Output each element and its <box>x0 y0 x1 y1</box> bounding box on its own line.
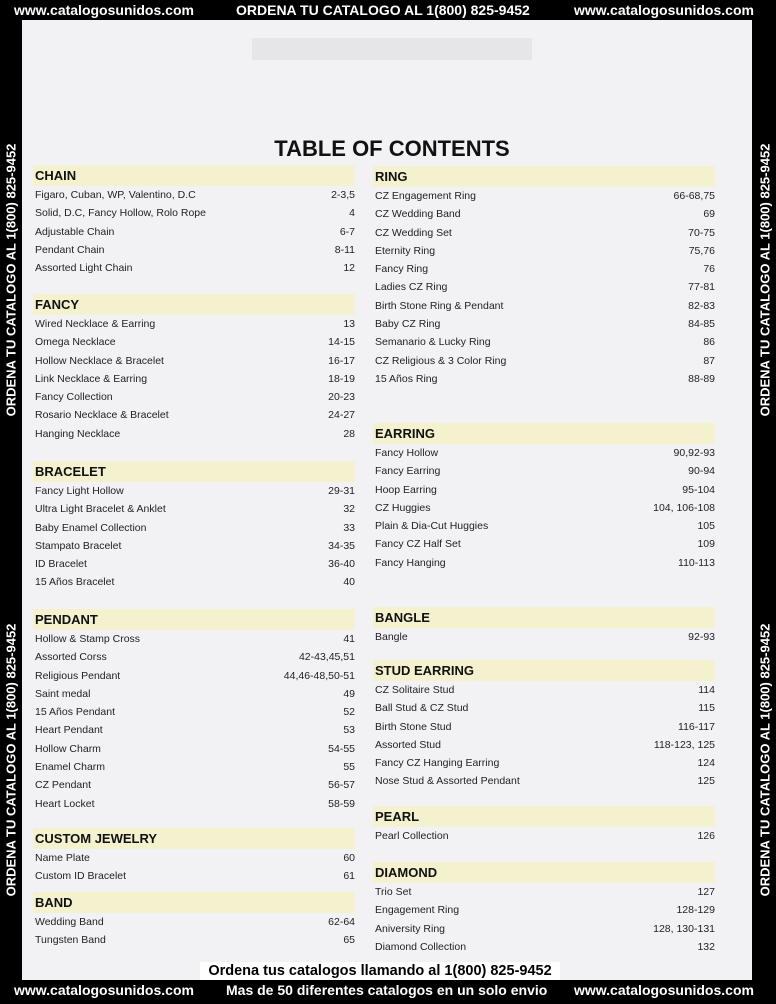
section-heading: FANCY <box>33 294 355 315</box>
entry-name: Assorted Light Chain <box>35 262 133 275</box>
bleed-through-shadow <box>252 38 532 60</box>
toc-entry[interactable] <box>35 931 355 949</box>
toc-entry[interactable] <box>375 718 715 736</box>
side-banner-text: ORDENA TU CATALOGO AL 1(800) 825-9452 <box>757 143 773 417</box>
entry-name: Fancy CZ Half Set <box>375 538 461 551</box>
toc-entry[interactable] <box>35 388 355 406</box>
entry-name: Fancy Earring <box>375 465 441 478</box>
toc-entry[interactable] <box>375 699 715 717</box>
entry-pages: 128-129 <box>676 904 715 917</box>
entry-name: Pendant Chain <box>35 243 105 256</box>
entry-name: Baby Enamel Collection <box>35 521 147 534</box>
entry-pages: 36-40 <box>328 558 355 571</box>
entry-name: Fancy CZ Hanging Earring <box>375 757 500 770</box>
entry-name: CZ Religious & 3 Color Ring <box>375 354 507 367</box>
section-heading: CHAIN <box>33 165 355 186</box>
entry-pages: 86 <box>703 336 715 349</box>
entry-name: Stampato Bracelet <box>35 539 122 552</box>
toc-entry[interactable] <box>35 555 355 573</box>
toc-entry[interactable] <box>375 827 715 845</box>
toc-entry[interactable] <box>35 500 355 518</box>
entry-name: Diamond Collection <box>375 940 467 953</box>
entry-pages: 28 <box>343 427 355 440</box>
entry-pages: 115 <box>698 702 715 715</box>
entry-pages: 118-123, 125 <box>653 738 715 751</box>
entry-name: Aniversity Ring <box>375 922 446 935</box>
website-link[interactable]: www.catalogosunidos.com <box>14 982 194 998</box>
entry-name: Fancy Collection <box>35 391 113 404</box>
entry-name: Assorted Corss <box>35 651 107 664</box>
entry-name: Solid, D.C, Fancy Hollow, Rolo Rope <box>35 207 206 220</box>
toc-entry[interactable] <box>375 242 715 260</box>
entry-name: Assorted Stud <box>375 738 441 751</box>
toc-section-ring <box>375 166 715 388</box>
toc-entry[interactable] <box>375 297 715 315</box>
section-heading: EARRING <box>373 423 715 444</box>
entry-pages: 105 <box>697 520 715 533</box>
entry-pages: 82-83 <box>688 299 715 312</box>
entry-name: 15 Años Pendant <box>35 706 115 719</box>
entry-pages: 42-43,45,51 <box>298 651 355 664</box>
entry-pages: 58-59 <box>328 797 355 810</box>
website-link[interactable]: www.catalogosunidos.com <box>574 982 754 998</box>
page-title: TABLE OF CONTENTS <box>274 136 510 161</box>
entry-name: CZ Pendant <box>35 779 92 792</box>
entry-pages: 24-27 <box>328 409 355 422</box>
entry-name: Figaro, Cuban, WP, Valentino, D.C <box>35 189 196 201</box>
toc-entry[interactable] <box>375 315 715 333</box>
toc-entry[interactable] <box>35 867 355 885</box>
entry-name: CZ Solitaire Stud <box>375 684 455 696</box>
entry-pages: 32 <box>343 503 355 516</box>
toc-entry[interactable] <box>35 537 355 555</box>
toc-entry[interactable] <box>375 370 715 388</box>
entry-name: Ball Stud & CZ Stud <box>375 702 469 715</box>
toc-entry[interactable] <box>35 482 355 500</box>
section-heading: PENDANT <box>33 609 355 630</box>
toc-section-earring <box>375 423 715 572</box>
section-heading: RING <box>373 166 715 187</box>
entry-pages: 69 <box>703 208 715 221</box>
toc-entry[interactable] <box>35 758 355 776</box>
entry-name: Fancy Ring <box>375 263 429 276</box>
entry-pages: 65 <box>343 934 355 947</box>
entry-name: Hollow Charm <box>35 742 101 755</box>
toc-entry[interactable] <box>375 187 715 205</box>
entry-pages: 88-89 <box>688 372 715 385</box>
entry-name: Hoop Earring <box>375 483 437 496</box>
entry-pages: 132 <box>697 940 715 953</box>
toc-entry[interactable] <box>375 681 715 699</box>
entry-name: Rosario Necklace & Bracelet <box>35 409 169 422</box>
entry-name: Saint medal <box>35 687 91 700</box>
toc-entry[interactable] <box>35 333 355 351</box>
entry-pages: 90-94 <box>688 465 715 478</box>
toc-entry[interactable] <box>35 913 355 931</box>
entry-pages: 8-11 <box>334 243 355 256</box>
toc-entry[interactable] <box>35 667 355 685</box>
entry-name: Semanario & Lucky Ring <box>375 336 491 349</box>
toc-section-pearl <box>375 806 715 845</box>
toc-entry[interactable] <box>375 920 715 938</box>
entry-pages: 70-75 <box>688 226 715 239</box>
entry-pages: 2-3,5 <box>331 189 355 201</box>
toc-entry[interactable] <box>35 186 355 204</box>
toc-entry[interactable] <box>375 352 715 370</box>
entry-pages: 109 <box>697 538 715 551</box>
entry-name: Fancy Hollow <box>375 447 439 459</box>
toc-entry[interactable] <box>35 259 355 277</box>
entry-pages: 127 <box>697 886 715 898</box>
entry-pages: 66-68,75 <box>673 190 715 202</box>
toc-entry[interactable] <box>375 883 715 901</box>
section-heading: PEARL <box>373 806 715 827</box>
entry-pages: 104, 106-108 <box>653 501 715 514</box>
entry-name: Link Necklace & Earring <box>35 372 148 385</box>
toc-entry[interactable] <box>35 630 355 648</box>
toc-entry[interactable] <box>35 703 355 721</box>
entry-pages: 49 <box>343 687 355 700</box>
entry-name: Adjustable Chain <box>35 225 115 238</box>
entry-pages: 53 <box>343 724 355 737</box>
entry-name: Omega Necklace <box>35 336 116 349</box>
toc-section-fancy <box>35 294 355 443</box>
entry-pages: 55 <box>343 761 355 774</box>
order-promo: Ordena tus catalogos llamando al 1(800) 825-9452 <box>200 962 560 980</box>
entry-pages: 6-7 <box>339 225 355 238</box>
entry-name: Fancy Light Hollow <box>35 485 124 497</box>
entry-pages: 77-81 <box>688 281 715 294</box>
toc-section-band <box>35 892 355 950</box>
toc-entry[interactable] <box>375 278 715 296</box>
toc-entry[interactable] <box>375 333 715 351</box>
right-side-banner <box>754 20 776 980</box>
entry-name: Name Plate <box>35 852 90 864</box>
entry-name: CZ Huggies <box>375 501 431 514</box>
toc-entry[interactable] <box>35 223 355 241</box>
section-heading: CUSTOM JEWELRY <box>33 828 355 849</box>
entry-pages: 114 <box>698 684 715 696</box>
entry-pages: 12 <box>343 262 355 275</box>
toc-entry[interactable] <box>35 370 355 388</box>
toc-entry[interactable] <box>35 648 355 666</box>
toc-section-custom-jewelry <box>35 828 355 886</box>
entry-pages: 92-93 <box>688 631 715 643</box>
entry-name: Ladies CZ Ring <box>375 281 448 294</box>
section-heading: BRACELET <box>33 461 355 482</box>
toc-entry[interactable] <box>35 573 355 591</box>
entry-name: CZ Wedding Set <box>375 226 452 239</box>
entry-pages: 126 <box>697 830 715 842</box>
side-banner-text: ORDENA TU CATALOGO AL 1(800) 825-9452 <box>3 623 19 897</box>
toc-entry[interactable] <box>35 721 355 739</box>
side-banner-text: ORDENA TU CATALOGO AL 1(800) 825-9452 <box>757 623 773 897</box>
entry-name: Tungsten Band <box>35 934 106 947</box>
entry-pages: 61 <box>343 870 355 883</box>
entry-pages: 4 <box>349 207 355 220</box>
top-banner <box>0 0 776 20</box>
entry-pages: 44,46-48,50-51 <box>283 669 355 682</box>
section-heading: BANGLE <box>373 607 715 628</box>
toc-section-bracelet <box>35 461 355 592</box>
section-heading: DIAMOND <box>373 862 715 883</box>
entry-name: Wedding Band <box>35 916 104 928</box>
entry-pages: 16-17 <box>328 354 355 367</box>
toc-entry[interactable] <box>35 352 355 370</box>
toc-section-diamond <box>375 862 715 956</box>
entry-pages: 125 <box>697 775 715 788</box>
section-heading: STUD EARRING <box>373 660 715 681</box>
toc-entry[interactable] <box>375 554 715 572</box>
entry-pages: 128, 130-131 <box>653 922 715 935</box>
section-heading: BAND <box>33 892 355 913</box>
website-link[interactable]: www.catalogosunidos.com <box>14 2 194 18</box>
toc-entry[interactable] <box>375 754 715 772</box>
entry-pages: 84-85 <box>688 318 715 331</box>
toc-entry[interactable] <box>35 849 355 867</box>
entry-name: Birth Stone Ring & Pendant <box>375 299 504 312</box>
entry-name: Baby CZ Ring <box>375 318 441 331</box>
toc-entry[interactable] <box>35 740 355 758</box>
toc-entry[interactable] <box>35 315 355 333</box>
entry-name: Hollow & Stamp Cross <box>35 633 141 645</box>
entry-name: 15 Años Ring <box>375 372 438 385</box>
toc-entry[interactable] <box>375 772 715 790</box>
entry-pages: 54-55 <box>328 742 355 755</box>
toc-entry[interactable] <box>375 205 715 223</box>
left-side-banner <box>0 20 22 980</box>
entry-name: Wired Necklace & Earring <box>35 318 156 330</box>
entry-pages: 29-31 <box>328 485 355 497</box>
entry-pages: 13 <box>343 318 355 330</box>
toc-entry[interactable] <box>375 224 715 242</box>
toc-entry[interactable] <box>375 462 715 480</box>
entry-name: Nose Stud & Assorted Pendant <box>375 775 520 788</box>
entry-name: Birth Stone Stud <box>375 720 452 733</box>
entry-pages: 14-15 <box>328 336 355 349</box>
entry-pages: 52 <box>343 706 355 719</box>
toc-entry[interactable] <box>35 519 355 537</box>
toc-entry[interactable] <box>375 481 715 499</box>
entry-pages: 56-57 <box>328 779 355 792</box>
order-phone-banner: ORDENA TU CATALOGO AL 1(800) 825-9452 <box>236 2 530 18</box>
entry-pages: 90,92-93 <box>673 447 715 459</box>
entry-name: Heart Pendant <box>35 724 103 737</box>
toc-entry[interactable] <box>35 204 355 222</box>
toc-entry[interactable] <box>375 628 715 646</box>
toc-entry[interactable] <box>375 736 715 754</box>
entry-name: Custom ID Bracelet <box>35 870 127 883</box>
entry-name: Eternity Ring <box>375 244 436 257</box>
toc-entry[interactable] <box>35 685 355 703</box>
catalog-page <box>22 20 752 980</box>
entry-pages: 62-64 <box>328 916 355 928</box>
toc-entry[interactable] <box>375 444 715 462</box>
entry-name: 15 Años Bracelet <box>35 576 115 589</box>
toc-section-pendant <box>35 609 355 813</box>
toc-entry[interactable] <box>35 425 355 443</box>
entry-name: CZ Engagement Ring <box>375 190 476 202</box>
toc-entry[interactable] <box>35 776 355 794</box>
entry-pages: 41 <box>343 633 355 645</box>
toc-entry[interactable] <box>35 241 355 259</box>
entry-pages: 20-23 <box>328 391 355 404</box>
entry-pages: 124 <box>697 757 715 770</box>
catalog-tagline: Mas de 50 diferentes catalogos en un solo envio <box>226 982 548 998</box>
entry-name: Engagement Ring <box>375 904 460 917</box>
toc-entry[interactable] <box>375 260 715 278</box>
entry-pages: 110-113 <box>678 556 715 569</box>
toc-entry[interactable] <box>35 406 355 424</box>
entry-name: Fancy Hanging <box>375 556 446 569</box>
website-link[interactable]: www.catalogosunidos.com <box>574 2 754 18</box>
entry-name: Ultra Light Bracelet & Anklet <box>35 503 166 516</box>
toc-entry[interactable] <box>375 901 715 919</box>
entry-name: Plain & Dia-Cut Huggies <box>375 520 489 533</box>
bottom-banner <box>0 980 776 1004</box>
entry-pages: 116-117 <box>678 720 715 733</box>
entry-pages: 40 <box>343 576 355 589</box>
entry-name: CZ Wedding Band <box>375 208 461 221</box>
entry-pages: 76 <box>703 263 715 276</box>
toc-section-bangle <box>375 607 715 646</box>
entry-name: Enamel Charm <box>35 761 106 774</box>
entry-name: Religious Pendant <box>35 669 121 682</box>
entry-pages: 33 <box>343 521 355 534</box>
side-banner-text: ORDENA TU CATALOGO AL 1(800) 825-9452 <box>3 143 19 417</box>
entry-name: Pearl Collection <box>375 830 449 842</box>
entry-name: Trio Set <box>375 886 412 898</box>
toc-section-chain <box>35 165 355 277</box>
toc-entry[interactable] <box>375 517 715 535</box>
entry-pages: 34-35 <box>328 539 355 552</box>
entry-pages: 75,76 <box>688 244 715 257</box>
toc-section-stud-earring <box>375 660 715 791</box>
toc-entry[interactable] <box>375 499 715 517</box>
toc-entry[interactable] <box>375 938 715 956</box>
toc-entry[interactable] <box>35 795 355 813</box>
entry-name: Hanging Necklace <box>35 427 121 440</box>
entry-name: ID Bracelet <box>35 558 87 571</box>
entry-pages: 87 <box>703 354 715 367</box>
entry-pages: 95-104 <box>682 483 715 496</box>
entry-pages: 18-19 <box>328 372 355 385</box>
toc-entry[interactable] <box>375 535 715 553</box>
entry-name: Hollow Necklace & Bracelet <box>35 354 164 367</box>
entry-name: Heart Locket <box>35 797 95 810</box>
entry-pages: 60 <box>343 852 355 864</box>
entry-name: Bangle <box>375 631 408 643</box>
